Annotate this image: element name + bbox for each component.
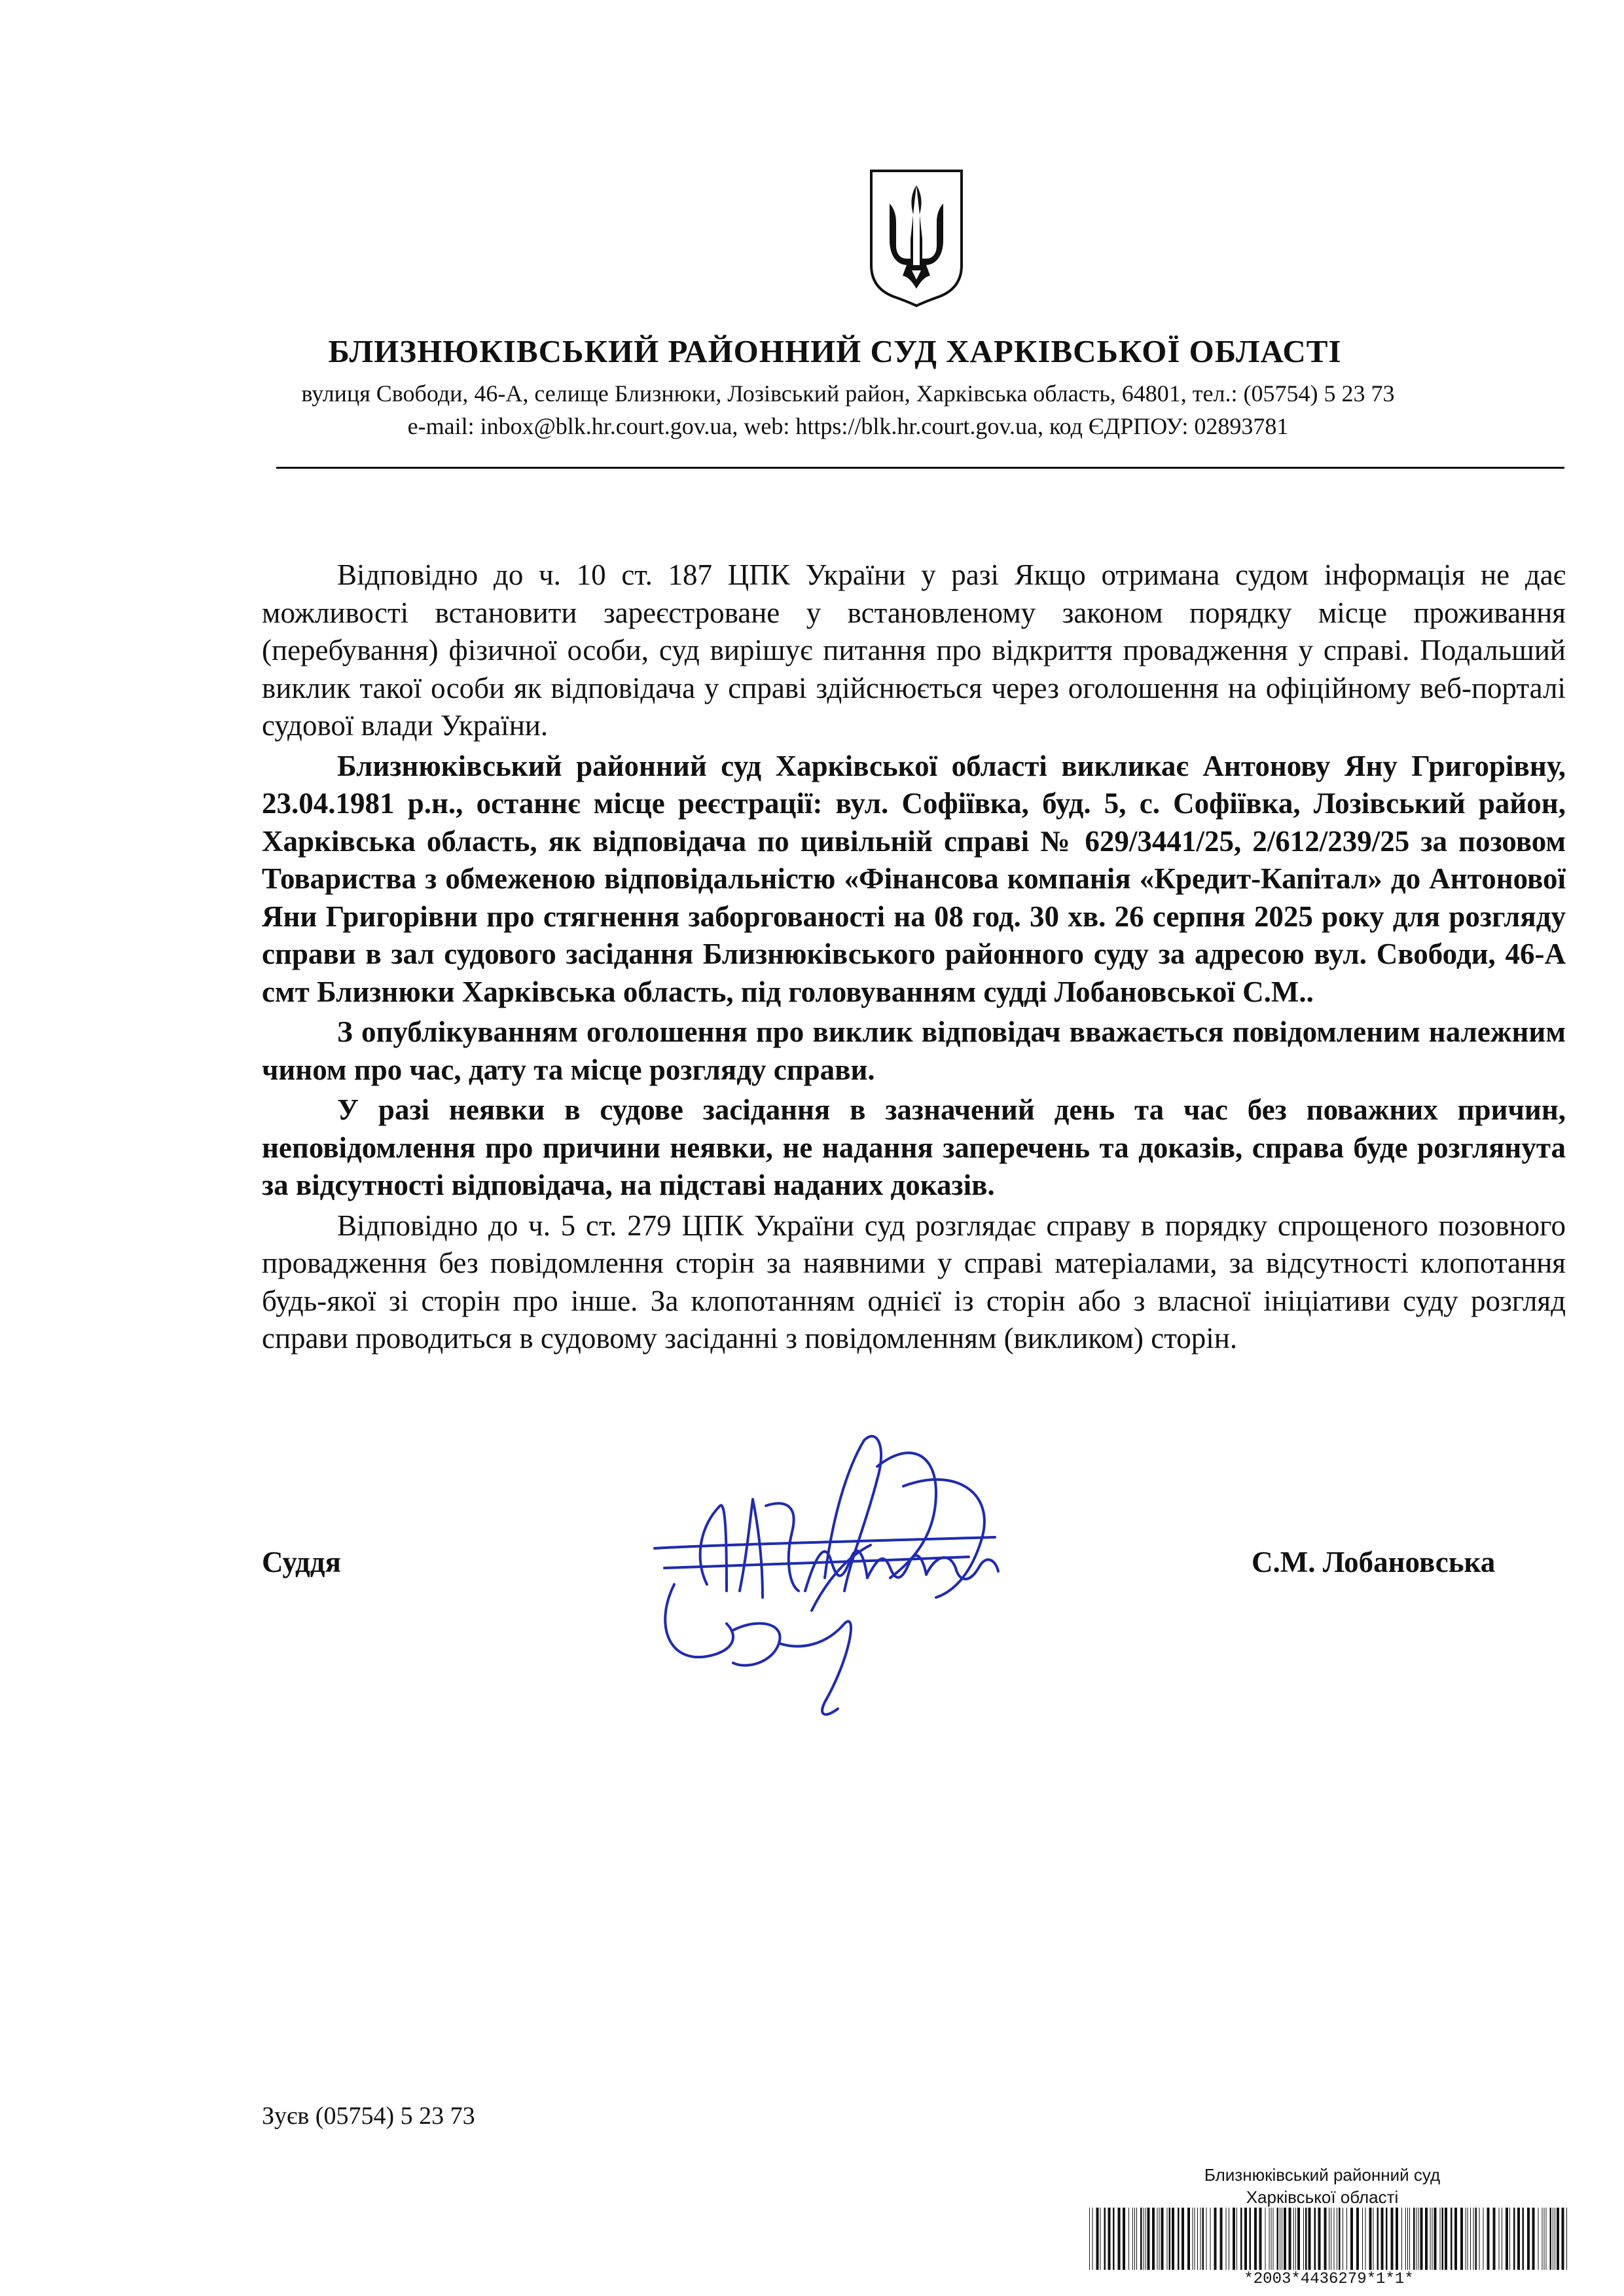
- barcode-bar: [1538, 2208, 1539, 2270]
- barcode-bar: [1432, 2208, 1433, 2270]
- barcode-bar: [1206, 2208, 1207, 2270]
- paragraph-legal-basis: Відповідно до ч. 10 ст. 187 ЦПК України у разі Якщо отримана судом інформація не дає можливості встановити зареєстроване у встановленому законом порядку місце проживання (перебування) фізичної особи, суд вирішує питання про відкриття провадження у справі. Подальший виклик такої особи як відповідача у справі здійснюється через оголошення на офіційному веб-порталі судової влади України.: [262, 558, 1566, 742]
- judge-name: С.М. Лобановська: [1252, 1546, 1496, 1578]
- barcode-bar: [1250, 2208, 1252, 2270]
- barcode-bar: [1409, 2208, 1410, 2270]
- handwritten-signature: [628, 1427, 1139, 1728]
- barcode-bar: [1499, 2208, 1500, 2270]
- barcode-bar: [1566, 2208, 1567, 2270]
- barcode-bar: [1295, 2208, 1296, 2270]
- barcode-bar: [1440, 2208, 1441, 2270]
- barcode-bar: [1460, 2208, 1463, 2270]
- barcode-bar: [1289, 2208, 1291, 2270]
- barcode-bar: [1339, 2208, 1341, 2270]
- barcode-bar: [1542, 2208, 1543, 2270]
- barcode-bar: [1483, 2208, 1484, 2270]
- barcode-bar: [1513, 2208, 1515, 2270]
- barcode-bar: [1132, 2208, 1133, 2270]
- barcode-bar: [1365, 2208, 1366, 2270]
- barcode-bar: [1442, 2208, 1444, 2270]
- ukraine-trident-icon: [867, 167, 965, 308]
- barcode-bar: [1254, 2208, 1257, 2270]
- barcode-bar: [1318, 2208, 1321, 2270]
- barcode-bar: [1293, 2208, 1294, 2270]
- barcode-bar: [1167, 2208, 1168, 2270]
- barcode-bar: [1305, 2208, 1307, 2270]
- barcode-bar: [1140, 2208, 1142, 2270]
- barcode-bar: [1113, 2208, 1115, 2270]
- barcode-bar: [1220, 2208, 1223, 2270]
- judge-title: Суддя: [262, 1546, 341, 1578]
- barcode-bar: [1369, 2208, 1372, 2270]
- barcode-bar: [1240, 2208, 1242, 2270]
- barcode-bar: [1152, 2208, 1155, 2270]
- barcode-bar: [1470, 2208, 1471, 2270]
- barcode-bar: [1487, 2208, 1490, 2270]
- barcode-bar: [1454, 2208, 1457, 2270]
- barcode-bar: [1362, 2208, 1363, 2270]
- court-address: вулиця Свободи, 46-А, селище Близнюки, Лозівський район, Харківська область, 64801, тел.: (05754) 5 23 73: [301, 380, 1395, 407]
- barcode-bar: [1161, 2208, 1164, 2270]
- barcode-bar: [1373, 2208, 1374, 2270]
- barcode-bar: [1159, 2208, 1160, 2270]
- paragraph-summons: Близнюківський районний суд Харківської області викликає Антонову Яну Григорівну, 23.04.1981 р.н., останнє місце реєстрації: вул. Софіївка, буд. 5, с. Софіївка, Лозівський район, Харківська область, як відповідача по цивільній справі № 629/3441/25, 2/612/239/25 за позовом Товариства з обмеженою відповідальністю «Фінансова компанія «Кредит-Капітал» до Антонової Яни Григорівни про стягнення заборгованості на 08 год. 30 хв. 26 серпня 2025 року для розгляду справи в зал судового засідання Близнюківського районного суду за адресою вул. Свободи, 46-А смт Близнюки Харківська область, під головуванням судді Лобановської С.М..: [262, 749, 1566, 1008]
- barcode-bar: [1172, 2208, 1174, 2270]
- barcode: [1087, 2208, 1571, 2270]
- paragraph-notification: З опублікуванням оголошення про виклик відповідач вважається повідомленим належним чином про час, дату та місце розгляду справи.: [262, 1015, 1566, 1086]
- barcode-bar: [1200, 2208, 1201, 2270]
- barcode-bar: [1546, 2208, 1547, 2270]
- paragraph-simplified-procedure: Відповідно до ч. 5 ст. 279 ЦПК України суд розглядає справу в порядку спрощеного позовного провадження без повідомлення сторін за наявними у справі матеріалами, за відсутності клопотання будь-якої зі сторін про інше. За клопотанням однієї із сторін або з власної ініціативи суду розгляд справи проводиться в судовому засіданні з повідомленням (викликом) сторін.: [262, 1209, 1566, 1355]
- barcode-bar: [1324, 2208, 1327, 2270]
- barcode-bar: [1493, 2208, 1496, 2270]
- barcode-bar: [1550, 2208, 1552, 2270]
- barcode-bar: [1178, 2208, 1180, 2270]
- barcode-number: *2003*4436279*1*1*: [1244, 2270, 1414, 2285]
- barcode-bar: [1273, 2208, 1274, 2270]
- barcode-bar: [1157, 2208, 1158, 2270]
- barcode-bar: [1517, 2208, 1520, 2270]
- barcode-bar: [1413, 2208, 1415, 2270]
- barcode-bar: [1386, 2208, 1388, 2270]
- barcode-bar: [1096, 2208, 1099, 2270]
- barcode-bar: [1123, 2208, 1125, 2270]
- barcode-bar: [1236, 2208, 1237, 2270]
- barcode-bar: [1134, 2208, 1135, 2270]
- barcode-bar: [1401, 2208, 1402, 2270]
- barcode-bar: [1473, 2208, 1474, 2270]
- barcode-bar: [1092, 2208, 1093, 2270]
- barcode-bar: [1451, 2208, 1453, 2270]
- barcode-bar: [1346, 2208, 1347, 2270]
- barcode-bar: [1169, 2208, 1171, 2270]
- barcode-bar: [1425, 2208, 1428, 2270]
- barcode-bar: [1314, 2208, 1316, 2270]
- court-name: БЛИЗНЮКІВСЬКИЙ РАЙОННИЙ СУД ХАРКІВСЬКОЇ ОБЛАСТІ: [328, 333, 1342, 369]
- barcode-bar: [1284, 2208, 1286, 2270]
- barcode-bar: [1381, 2208, 1384, 2270]
- executor-contact: Зуєв (05754) 5 23 73: [262, 2102, 475, 2130]
- barcode-bar: [1334, 2208, 1335, 2270]
- barcode-bar: [1214, 2208, 1217, 2270]
- barcode-bar: [1303, 2208, 1304, 2270]
- barcode-bar: [1527, 2208, 1530, 2270]
- barcode-bar: [1532, 2208, 1535, 2270]
- barcode-bar: [1416, 2208, 1417, 2270]
- court-contacts: e-mail: inbox@blk.hr.court.gov.ua, web: https://blk.hr.court.gov.ua, код ЄДРПОУ: 02893781: [407, 413, 1289, 439]
- barcode-bar: [1210, 2208, 1211, 2270]
- barcode-bar: [1562, 2208, 1564, 2270]
- barcode-bar: [1100, 2208, 1101, 2270]
- barcode-bar: [1418, 2208, 1419, 2270]
- barcode-bar: [1118, 2208, 1121, 2270]
- barcode-bar: [1509, 2208, 1510, 2270]
- barcode-bar: [1479, 2208, 1480, 2270]
- barcode-bar: [1391, 2208, 1394, 2270]
- barcode-bar: [1434, 2208, 1437, 2270]
- registry-stamp: [1074, 2164, 1571, 2208]
- barcode-bar: [1356, 2208, 1359, 2270]
- barcode-bar: [1430, 2208, 1431, 2270]
- barcode-bar: [1259, 2208, 1262, 2270]
- barcode-bar: [1108, 2208, 1111, 2270]
- header-divider: [276, 467, 1564, 469]
- barcode-bar: [1557, 2208, 1559, 2270]
- barcode-bar: [1269, 2208, 1270, 2270]
- barcode-bar: [1136, 2208, 1137, 2270]
- barcode-bar: [1128, 2208, 1129, 2270]
- barcode-bar: [1244, 2208, 1247, 2270]
- barcode-bar: [1420, 2208, 1423, 2270]
- barcode-bar: [1350, 2208, 1353, 2270]
- barcode-bar: [1233, 2208, 1235, 2270]
- barcode-bar: [1202, 2208, 1204, 2270]
- notice-body: [262, 556, 1566, 1358]
- barcode-bar: [1396, 2208, 1398, 2270]
- barcode-bar: [1445, 2208, 1447, 2270]
- barcode-bar: [1226, 2208, 1227, 2270]
- barcode-bar: [1104, 2208, 1106, 2270]
- stamp-court-name: Близнюківський районний суд: [1204, 2165, 1441, 2185]
- barcode-bar: [1297, 2208, 1300, 2270]
- barcode-bar: [1308, 2208, 1311, 2270]
- paragraph-absence-consequences: У разі неявки в судове засідання в зазначений день та час без поважних причин, неповідомлення про причини неявки, не надання заперечень та доказів, справа буде розглянута за відсутності відповідача, на підставі наданих доказів.: [262, 1093, 1566, 1201]
- barcode-bar: [1544, 2208, 1545, 2270]
- barcode-bar: [1187, 2208, 1190, 2270]
- barcode-bar: [1271, 2208, 1272, 2270]
- barcode-bar: [1377, 2208, 1379, 2270]
- barcode-bar: [1405, 2208, 1406, 2270]
- barcode-bar: [1523, 2208, 1525, 2270]
- stamp-region: Харківської області: [1246, 2187, 1399, 2207]
- barcode-bar: [1506, 2208, 1508, 2270]
- barcode-bar: [1089, 2208, 1090, 2270]
- barcode-bar: [1407, 2208, 1408, 2270]
- barcode-bar: [1277, 2208, 1279, 2270]
- barcode-bar: [1475, 2208, 1477, 2270]
- barcode-bar: [1147, 2208, 1150, 2270]
- barcode-bar: [1182, 2208, 1184, 2270]
- barcode-bar: [1197, 2208, 1198, 2270]
- barcode-bar: [1265, 2208, 1266, 2270]
